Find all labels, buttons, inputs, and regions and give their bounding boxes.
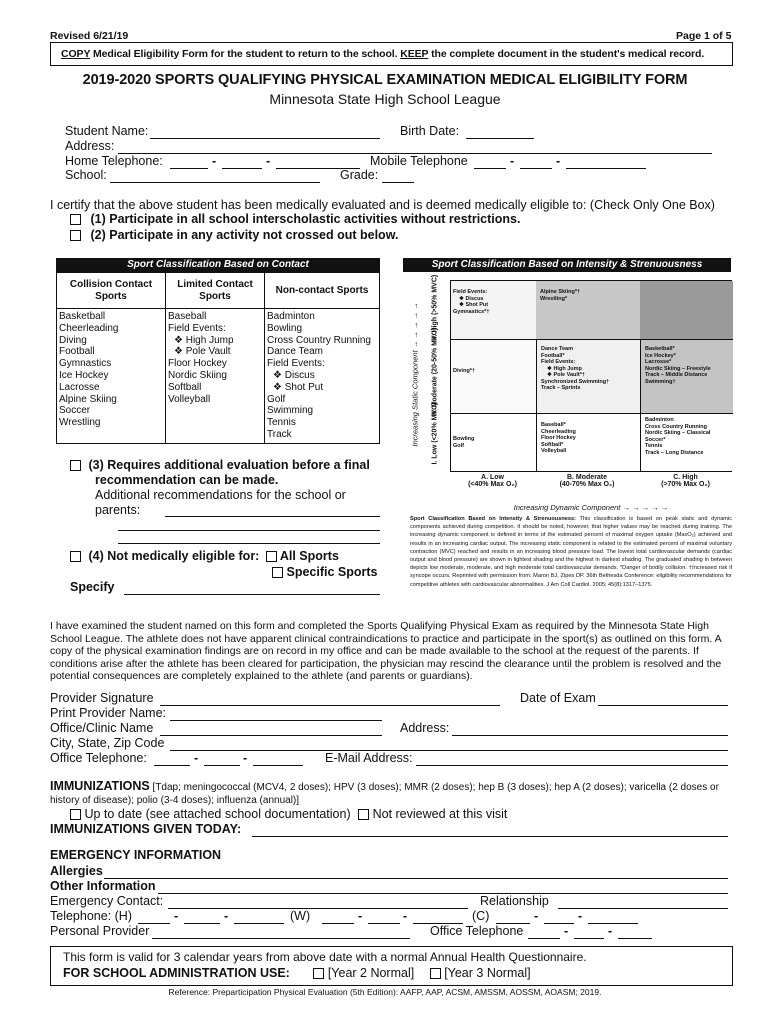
- year-3-label: [Year 3 Normal]: [444, 966, 531, 980]
- row-label-low: I. Low (<20% MVC): [431, 402, 439, 465]
- telephone-c-label: (C): [472, 909, 490, 923]
- intensity-sport: Volleyball: [541, 448, 567, 454]
- home-phone-area[interactable]: [170, 168, 208, 169]
- cell-moderate-low: [451, 339, 536, 413]
- keep-word: KEEP: [400, 48, 429, 60]
- dash: -: [194, 751, 199, 765]
- office-phone-area[interactable]: [154, 765, 190, 766]
- collision-sport: Ice Hockey: [59, 369, 109, 381]
- intensity-sport: ❖ Discus: [459, 295, 484, 302]
- static-axis-label: Increasing Static Component → → → → →: [410, 302, 420, 447]
- clinic-name-label: Office/Clinic Name: [50, 721, 154, 735]
- intensity-note-body: This classification is based on peak static and dynamic components achieved during competition. It should be noted, however, that higher values may be reached during training. The increasing dynamic component is defined in terms of the estimated percent of maximal oxygen uptake (MaxO₂) achieved and results in an increasing cardiac output. The increasing static component is related to the estimated percent of maximal voluntary contraction (MVC) reached and results in an increasing blood pressure load. The lowest total cardiovascular demands (cardiac output and blood pressure) are shown in lightest shading and the highest in darkest shading. The graduated shading in between depicts low moderate, moderate, and high moderate total cardiovascular demands. *Danger of bodily collision. †Increased risk if syncope occurs. Reprinted with permission from: Maron BJ, Zipes DP. 36th Bethesda Conference: eligibility recommendations for competitive athletes with cardiovascular abnormalities. J Am Coll Cardiol. 2005; 45(8):1317–1375.: [410, 516, 733, 588]
- dynamic-axis-label: Increasing Dynamic Component → → → → →: [513, 503, 669, 512]
- row-labels: [420, 274, 448, 470]
- office-telephone-label: Office Telephone:: [50, 751, 147, 765]
- noncontact-sport: Cross Country Running: [267, 334, 371, 346]
- telephone-w-label: (W): [290, 909, 311, 923]
- intensity-sport: Lacrosse*: [645, 359, 672, 365]
- provider-signature-label: Provider Signature: [50, 691, 154, 705]
- collision-sport: Basketball: [59, 311, 106, 322]
- cell-moderate-moderate: [536, 339, 640, 413]
- relationship-field[interactable]: [558, 908, 728, 909]
- option-2-label: (2) Participate in any activity not crossed out below.: [90, 228, 399, 242]
- personal-provider-field[interactable]: [152, 938, 410, 939]
- immunizations-section: [50, 780, 740, 807]
- cell-high-high: [640, 281, 733, 339]
- intensity-sport: Basketball*: [645, 346, 675, 352]
- col-sub-high: (>70% Max O₂): [661, 481, 710, 488]
- row-label-moderate: II. Moderate (20-50% MVC): [431, 327, 439, 416]
- emergency-contact-label: Emergency Contact:: [50, 894, 164, 908]
- collision-sport: Wrestling: [59, 417, 101, 429]
- intensity-sport: Nordic Skiing – Classical: [645, 430, 711, 436]
- intensity-sport: Dance Team: [541, 346, 573, 352]
- intensity-sport: Badminton: [645, 417, 674, 423]
- provider-address-label: Address:: [400, 721, 450, 735]
- page-number: Page 1 of 5: [676, 30, 732, 42]
- intensity-sport: Synchronized Swimming†: [541, 378, 610, 385]
- mobile-phone-prefix[interactable]: [520, 168, 552, 169]
- contact-table-header: Sport Classification Based on Contact: [56, 258, 380, 272]
- noncontact-header: Non-contact Sports: [265, 273, 380, 309]
- intensity-sport: Nordic Skiing – Freestyle: [645, 365, 711, 372]
- option-3-label-b: recommendation can be made.: [95, 473, 279, 487]
- intensity-sport: Golf: [453, 442, 464, 449]
- dash: -: [608, 924, 613, 938]
- dash: -: [266, 154, 271, 168]
- all-sports-label: All Sports: [279, 549, 339, 563]
- intensity-sport: Soccer*: [645, 436, 666, 443]
- cell-moderate-high: [640, 339, 733, 413]
- intensity-sport: Floor Hockey: [541, 435, 576, 441]
- personal-provider-label: Personal Provider: [50, 924, 150, 938]
- dash: -: [564, 924, 569, 938]
- telephone-w-area[interactable]: [322, 923, 354, 924]
- dash: -: [403, 909, 408, 923]
- col-label-low: A. Low: [481, 474, 504, 481]
- up-to-date-label: Up to date (see attached school documentation): [84, 807, 351, 821]
- intensity-sport: Track – Middle Distance: [645, 372, 708, 378]
- dash: -: [358, 909, 363, 923]
- emergency-contact-field[interactable]: [168, 908, 468, 909]
- noncontact-sport: Golf: [267, 393, 286, 405]
- intensity-sport: Track – Sprints: [541, 385, 581, 391]
- date-of-exam-label: Date of Exam: [520, 691, 596, 705]
- col-sub-moderate: (40-70% Max O₂): [559, 481, 615, 488]
- limited-sport: Volleyball: [168, 393, 211, 405]
- limited-list: [166, 309, 265, 444]
- mobile-telephone-label: Mobile Telephone: [370, 154, 468, 168]
- intensity-sport: Track – Long Distance: [645, 449, 704, 456]
- dash: -: [224, 909, 229, 923]
- intensity-sport: Cheerleading: [541, 428, 576, 435]
- telephone-c-prefix[interactable]: [544, 923, 574, 924]
- telephone-w-prefix[interactable]: [368, 923, 400, 924]
- provider-signature-field[interactable]: [160, 705, 500, 706]
- recommendations-field-3[interactable]: [118, 543, 380, 544]
- option-3-label-c: Additional recommendations for the school or: [95, 488, 346, 502]
- option-2[interactable]: [70, 228, 398, 242]
- intensity-sport: Field Events:: [541, 359, 576, 365]
- date-of-exam-field[interactable]: [598, 705, 728, 706]
- collision-sport: Diving: [59, 334, 87, 346]
- address-label: Address:: [65, 139, 115, 153]
- immunizations-given-field[interactable]: [252, 836, 728, 837]
- exam-statement: I have examined the student named on this form and completed the Sports Qualifying Physical Exam as required by the Minnesota State High School League. The athlete does not have apparent clinical contraindications to practice and participate in the sport(s) as outlined on this form. A copy of the physical examination findings are on record in my office and can be made available to the school at the request of the parents. If conditions arise after the athlete has been cleared for participation, the physician may rescind the clearance until the problem is resolved and the potential consequences are completely explained to the athlete (and parents or guardians).: [50, 620, 722, 682]
- col-sub-low: (<40% Max O₂): [468, 481, 517, 488]
- cell-low-low: [451, 413, 536, 471]
- mobile-phone-line[interactable]: [566, 168, 646, 169]
- revised-date: Revised 6/21/19: [50, 30, 129, 42]
- telephone-c-line[interactable]: [588, 923, 638, 924]
- all-sports-checkbox[interactable]: [266, 551, 277, 562]
- intensity-note-title: Sport Classification Based on Intensity & Strenuousness:: [410, 516, 576, 522]
- option-3-checkbox[interactable]: [70, 460, 81, 471]
- option-3-label-d: parents:: [95, 503, 141, 517]
- collision-header: Collision Contact Sports: [57, 273, 166, 309]
- immunization-status[interactable]: [70, 807, 507, 821]
- dash: -: [510, 154, 515, 168]
- limited-sport: Field Events:: [168, 322, 226, 334]
- emergency-title: EMERGENCY INFORMATION: [50, 848, 222, 862]
- recommendations-field-1[interactable]: [165, 516, 380, 517]
- copy-word: COPY: [61, 48, 91, 60]
- noncontact-sport: Swimming: [267, 405, 314, 417]
- noncontact-sport: ❖ Shot Put: [273, 381, 324, 393]
- validity-note: This form is valid for 3 calendar years from above date with a normal Annual Health Questionnaire.: [63, 950, 587, 964]
- limited-sport: ❖ High Jump: [174, 334, 234, 346]
- intensity-sport: Wrestling*: [540, 295, 568, 302]
- limited-sport: ❖ Pole Vault: [174, 346, 231, 358]
- home-phone-prefix[interactable]: [222, 168, 262, 169]
- office-phone-line[interactable]: [253, 765, 303, 766]
- intensity-grid: [450, 280, 732, 472]
- collision-list: [57, 309, 166, 444]
- year-2-checkbox[interactable]: [313, 968, 324, 979]
- dash: -: [174, 909, 179, 923]
- collision-sport: Lacrosse: [59, 381, 100, 393]
- specific-sports-label: Specific Sports: [286, 565, 378, 579]
- option-3-label-a: (3) Requires additional evaluation before a final: [88, 458, 370, 472]
- intensity-sport: ❖ Pole Vault*†: [547, 372, 585, 378]
- option-1[interactable]: [70, 212, 520, 226]
- telephone-h-line[interactable]: [234, 923, 284, 924]
- intensity-sport: ❖ High Jump: [547, 365, 582, 372]
- intensity-header: Sport Classification Based on Intensity & Strenuousness: [403, 258, 731, 272]
- option-4-label: (4) Not medically eligible for:: [88, 549, 260, 563]
- intensity-note: [410, 515, 732, 589]
- dash: -: [556, 154, 561, 168]
- intensity-sport: Alpine Skiing*†: [540, 289, 581, 295]
- copy-text: Medical Eligibility Form for the student to return to the school.: [93, 48, 398, 60]
- page-title: 2019-2020 SPORTS QUALIFYING PHYSICAL EXAMINATION MEDICAL ELIGIBILITY FORM: [82, 72, 688, 88]
- student-name-label: Student Name:: [65, 124, 149, 138]
- noncontact-sport: Field Events:: [267, 358, 325, 370]
- noncontact-list: [265, 309, 380, 444]
- home-telephone-label: Home Telephone:: [65, 154, 163, 168]
- column-labels: [450, 474, 732, 498]
- year-2-label: [Year 2 Normal]: [327, 966, 415, 980]
- option-2-checkbox[interactable]: [70, 230, 81, 241]
- option-1-label: (1) Participate in all school interscholastic activities without restrictions.: [90, 212, 521, 226]
- up-to-date-checkbox[interactable]: [70, 809, 81, 820]
- school-field[interactable]: [110, 182, 320, 183]
- birth-date-label: Birth Date:: [400, 124, 460, 138]
- provider-address-field[interactable]: [452, 735, 728, 736]
- dash: -: [534, 909, 539, 923]
- immunizations-label: IMMUNIZATIONS: [50, 779, 150, 793]
- page-subtitle: Minnesota State High School League: [269, 91, 501, 107]
- office-phone-2-prefix[interactable]: [574, 938, 604, 939]
- admin-label: FOR SCHOOL ADMINISTRATION USE:: [63, 966, 290, 980]
- static-axis: [405, 280, 420, 470]
- intensity-sport: Football*: [541, 352, 565, 359]
- intensity-sport: Swimming†: [645, 378, 676, 385]
- immunizations-given-label: IMMUNIZATIONS GIVEN TODAY:: [50, 822, 242, 836]
- specify-field[interactable]: [124, 594, 380, 595]
- collision-sport: Football: [59, 346, 95, 358]
- copy-keep-banner: [50, 42, 733, 66]
- intensity-sport: Ice Hockey*: [645, 352, 676, 359]
- collision-sport: Soccer: [59, 405, 91, 417]
- noncontact-sport: Bowling: [267, 322, 303, 334]
- print-provider-name-field[interactable]: [170, 720, 382, 721]
- school-label: School:: [65, 168, 107, 182]
- school-admin-box: [50, 946, 733, 986]
- dash: -: [243, 751, 248, 765]
- certify-statement: I certify that the above student has been medically evaluated and is deemed medically eligible to: (Check Only One Box): [50, 198, 715, 212]
- reference-note: Reference: Preparticipation Physical Evaluation (5th Edition): AAFP, AAP, ACSM, AMSSM, AOSSM, AOASM; 2019.: [168, 987, 602, 997]
- dash: -: [212, 154, 217, 168]
- noncontact-sport: Tennis: [267, 417, 296, 429]
- intensity-sport: Field Events:: [453, 289, 488, 295]
- intensity-sport: Baseball*: [541, 422, 566, 428]
- cell-high-low: [451, 281, 536, 339]
- recommendations-field-2[interactable]: [118, 530, 380, 531]
- specific-sports[interactable]: [272, 565, 377, 579]
- email-field[interactable]: [416, 765, 728, 766]
- option-4-checkbox[interactable]: [70, 551, 81, 562]
- limited-sport: Softball: [168, 381, 202, 393]
- mobile-phone-area[interactable]: [474, 168, 506, 169]
- contact-classification-table: [56, 258, 380, 453]
- col-label-moderate: B. Moderate: [566, 474, 608, 481]
- office-phone-2-area[interactable]: [528, 938, 560, 939]
- other-information-field[interactable]: [158, 893, 728, 894]
- keep-text: the complete document in the student's medical record.: [431, 48, 705, 60]
- student-name-field[interactable]: [150, 138, 380, 139]
- intensity-sport: Softball*: [541, 441, 564, 448]
- city-state-zip-field[interactable]: [170, 750, 728, 751]
- city-state-zip-label: City, State, Zip Code: [50, 736, 165, 750]
- office-telephone-2-label: Office Telephone: [430, 924, 524, 938]
- clinic-name-field[interactable]: [160, 735, 382, 736]
- cell-low-moderate: [536, 413, 640, 471]
- intensity-sport: Gymnastics*†: [453, 308, 490, 315]
- immunizations-list: [Tdap; meningococcal (MCV4, 2 doses); HPV (3 doses); MMR (2 doses); hep B (3 doses); hep A (2 doses); varicella (2 doses or history of disease); polio (3-4 doses); influenza (annual)]: [50, 782, 719, 806]
- telephone-h-label: Telephone: (H): [50, 909, 132, 923]
- option-4[interactable]: [70, 549, 339, 563]
- row-label-high: III. High (>50% MVC): [431, 274, 439, 343]
- collision-sport: Gymnastics: [59, 358, 112, 370]
- noncontact-sport: ❖ Discus: [273, 369, 315, 381]
- allergies-field[interactable]: [104, 878, 728, 879]
- grade-field[interactable]: [382, 182, 414, 183]
- intensity-sport: Bowling: [453, 436, 475, 442]
- specify-label: Specify: [70, 580, 115, 594]
- cell-high-moderate: [536, 281, 640, 339]
- noncontact-sport: Badminton: [267, 311, 315, 322]
- specific-sports-checkbox[interactable]: [272, 567, 283, 578]
- option-3[interactable]: [70, 458, 370, 518]
- birth-date-field[interactable]: [466, 138, 534, 139]
- office-phone-prefix[interactable]: [204, 765, 240, 766]
- intensity-sport: Diving*†: [453, 368, 476, 374]
- limited-sport: Nordic Skiing: [168, 369, 227, 381]
- relationship-label: Relationship: [480, 894, 549, 908]
- collision-sport: Cheerleading: [59, 322, 119, 334]
- grade-label: Grade:: [340, 168, 379, 182]
- intensity-sport: Cross Country Running: [645, 423, 708, 430]
- office-phone-2-line[interactable]: [618, 938, 652, 939]
- col-label-high: C. High: [673, 474, 698, 481]
- intensity-sport: Tennis: [645, 443, 663, 449]
- option-1-checkbox[interactable]: [70, 214, 81, 225]
- limited-sport: Floor Hockey: [168, 358, 227, 370]
- cell-low-high: [640, 413, 733, 471]
- noncontact-sport: Track: [267, 428, 292, 440]
- email-label: E-Mail Address:: [325, 751, 413, 765]
- year-3-checkbox[interactable]: [430, 968, 441, 979]
- admin-row: [63, 966, 531, 980]
- collision-sport: Alpine Skiing: [59, 393, 117, 405]
- limited-sport: Baseball: [168, 311, 207, 322]
- not-reviewed-checkbox[interactable]: [358, 809, 369, 820]
- not-reviewed-label: Not reviewed at this visit: [372, 807, 508, 821]
- intensity-sport: ❖ Shot Put: [459, 302, 489, 308]
- dash: -: [578, 909, 583, 923]
- telephone-h-prefix[interactable]: [184, 923, 220, 924]
- limited-header: Limited Contact Sports: [166, 273, 265, 309]
- noncontact-sport: Dance Team: [267, 346, 323, 358]
- allergies-label: Allergies: [50, 864, 103, 878]
- print-provider-name-label: Print Provider Name:: [50, 706, 167, 720]
- other-information-label: Other Information: [50, 879, 156, 893]
